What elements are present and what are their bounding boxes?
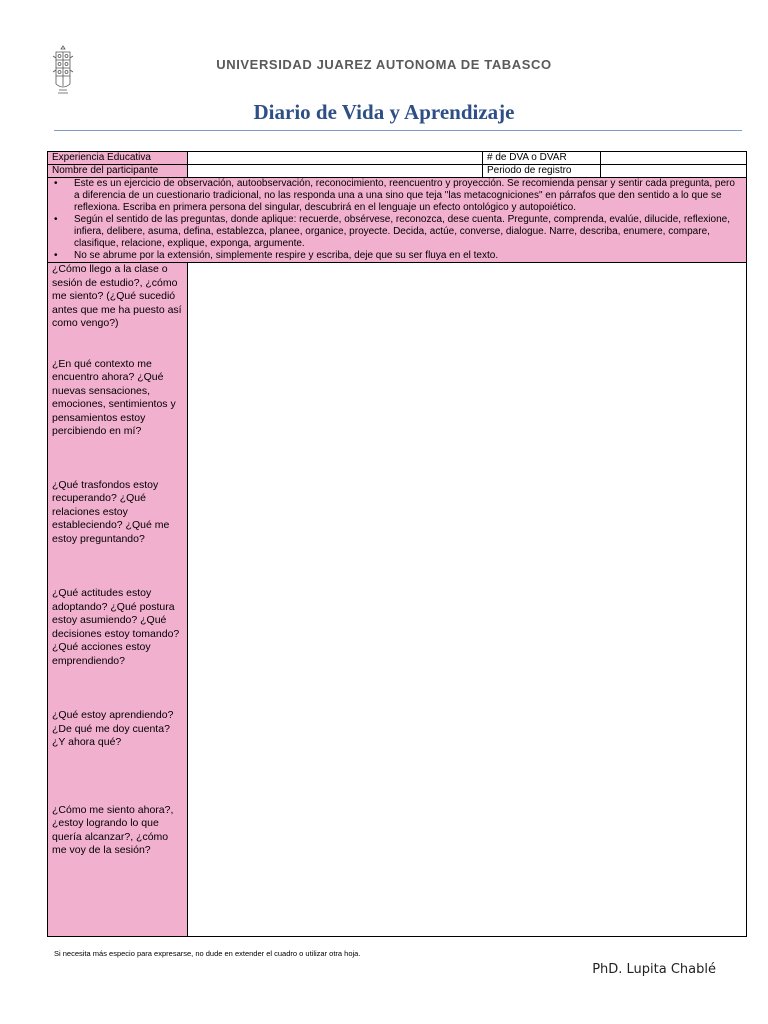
- question-item: ¿En qué contexto me encuentro ahora? ¿Qué nuevas sensaciones, emociones, sentimientos y pensamientos estoy percibiendo en mí?: [52, 357, 176, 437]
- instructions-list: [52, 178, 742, 262]
- field-dva[interactable]: [601, 152, 747, 165]
- label-periodo-registro: Periodo de registro: [483, 165, 601, 178]
- footer-note: Si necesita más especio para expresarse, no dude en extender el cuadro o utilizar otra hoja.: [54, 949, 361, 958]
- instruction-item: • No se abrume por la extensión, simplemente respire y escriba, deje que su ser fluya en el texto.: [74, 250, 742, 262]
- label-experiencia-educativa: Experiencia Educativa: [48, 152, 188, 165]
- instruction-item: • Según el sentido de las preguntas, donde aplique: recuerde, obsérvese, reconozca, dese cuenta. Pregunte, comprenda, evalúe, dilucide, reflexione, infiera, delibere, asuma, defina, establezca, planee, organice, proyecte. Decida, actúe, converse, dialogue. Narre, describa, enumere, compare, clasifique, relacione, explique, exponga, argumente.: [74, 214, 742, 250]
- question-item: ¿Qué trasfondos estoy recuperando? ¿Qué relaciones estoy estableciendo? ¿Qué me estoy preguntando?: [52, 478, 170, 545]
- instructions-row: [48, 178, 747, 263]
- form-row-2: [48, 165, 747, 178]
- instructions-box: [48, 178, 747, 263]
- form-row-1: [48, 152, 747, 165]
- question-item: ¿Cómo me siento ahora?, ¿estoy logrando lo que quería alcanzar?, ¿cómo me voy de la sesión?: [52, 803, 174, 856]
- field-periodo-registro[interactable]: [601, 165, 747, 178]
- title-divider: [54, 130, 742, 131]
- questions-column: [48, 263, 188, 937]
- question-item: ¿Cómo llego a la clase o sesión de estudio?, ¿cómo me siento? (¿Qué sucedió antes que me ha puesto así como vengo?): [52, 263, 182, 329]
- label-nombre-participante: Nombre del participante: [48, 165, 188, 178]
- label-dva: # de DVA o DVAR: [483, 152, 601, 165]
- questions-row: [48, 263, 747, 937]
- author-signature: PhD. Lupita Chablé: [592, 962, 716, 977]
- question-item: ¿Qué estoy aprendiendo? ¿De qué me doy cuenta? ¿Y ahora qué?: [52, 709, 174, 748]
- field-experiencia-educativa[interactable]: [188, 152, 483, 165]
- answer-area[interactable]: [188, 263, 747, 937]
- field-nombre-participante[interactable]: [188, 165, 483, 178]
- question-item: ¿Qué actitudes estoy adoptando? ¿Qué postura estoy asumiendo? ¿Qué decisiones estoy tomando? ¿Qué acciones estoy emprendiendo?: [52, 587, 180, 667]
- journal-form: [47, 151, 747, 937]
- page-title: Diario de Vida y Aprendizaje: [253, 100, 515, 124]
- instruction-item: • Este es un ejercicio de observación, autoobservación, reconocimiento, reencuentro y proyección. Se recomienda pensar y sentir cada pregunta, pero a diferencia de un cuestionario tradicional, no las responda una a una sino que teja "las metacogniciones" en párrafos que den sentido a lo que se reflexiona. Escriba en primera persona del singular, descubrirá en el lenguaje un efecto ontológico y autopoiético.: [74, 178, 742, 214]
- university-name: UNIVERSIDAD JUAREZ AUTONOMA DE TABASCO: [216, 57, 552, 72]
